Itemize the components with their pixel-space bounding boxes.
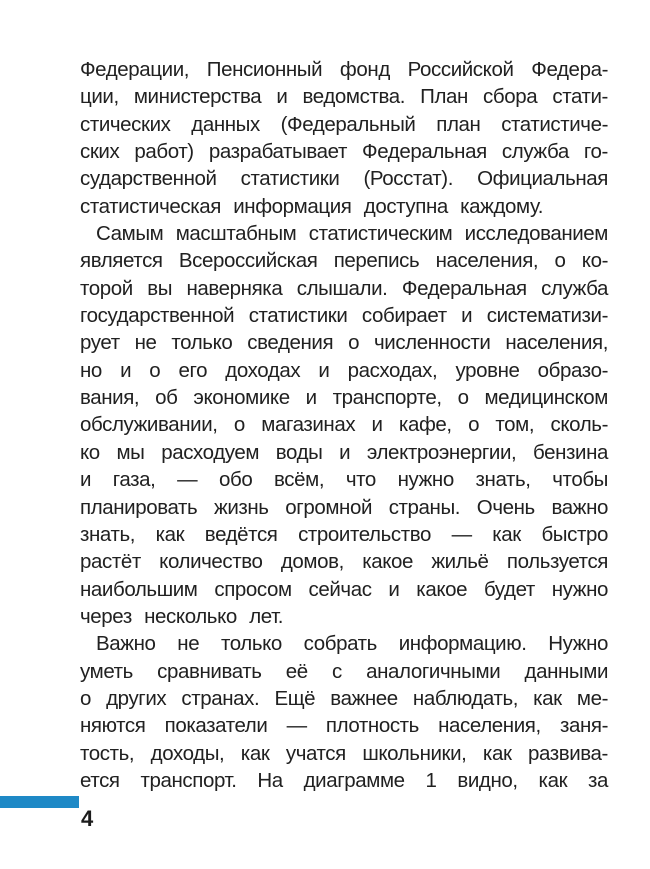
text-line: ции, министерства и ведомства. План сбора стати- xyxy=(80,85,608,109)
text-line: вания, об экономике и транспорте, о медицинском xyxy=(80,386,608,410)
text-line: растёт количество домов, какое жильё пользуется xyxy=(80,550,608,574)
text-line: стических данных (Федеральный план статистиче- xyxy=(80,112,608,136)
text-line: тость, доходы, как учатся школьники, как развива- xyxy=(80,741,608,765)
text-line: няются показатели — плотность населения, заня- xyxy=(80,714,608,738)
text-line: знать, как ведётся строительство — как быстро xyxy=(80,522,608,546)
paragraph xyxy=(80,56,608,220)
text-line: наибольшим спросом сейчас и какое будет нужно xyxy=(80,577,608,601)
text-line: но и о его доходах и расходах, уровне образо- xyxy=(80,358,608,382)
text-line: является Всероссийская перепись населения, о ко- xyxy=(80,249,608,273)
text-line: Федерации, Пенсионный фонд Российской Федера- xyxy=(80,58,608,81)
text-line: государственной статистики собирает и систематизи- xyxy=(80,304,608,328)
paragraph xyxy=(80,220,608,630)
text-line: Самым масштабным статистическим исследованием xyxy=(96,222,608,246)
text-line: сударственной статистики (Росстат). Официальная xyxy=(80,167,608,191)
paragraph xyxy=(80,630,608,794)
text-line: о других странах. Ещё важнее наблюдать, как ме- xyxy=(80,686,608,710)
text-line: Важно не только собрать информацию. Нужно xyxy=(96,632,608,656)
text-line: ских работ) разрабатывает Федеральная служба го- xyxy=(80,140,608,164)
text-line: обслуживании, о магазинах и кафе, о том, сколь- xyxy=(80,413,608,437)
text-line: ко мы расходуем воды и электроэнергии, бензина xyxy=(80,440,608,464)
text-line: уметь сравнивать её с аналогичными данными xyxy=(80,659,608,683)
page-number: 4 xyxy=(81,806,94,831)
text-line: торой вы наверняка слышали. Федеральная служба xyxy=(80,276,608,300)
text-line: планировать жизнь огромной страны. Очень важно xyxy=(80,495,608,519)
page-marker-bar xyxy=(0,796,79,808)
text-line: рует не только сведения о численности населения, xyxy=(80,331,608,355)
text-line: статистическая информация доступна каждому. xyxy=(80,194,544,218)
text-line: ется транспорт. На диаграмме 1 видно, как за xyxy=(80,768,608,792)
body-text xyxy=(80,56,608,794)
text-line: через несколько лет. xyxy=(80,604,284,628)
text-line: и газа, — обо всём, что нужно знать, чтобы xyxy=(80,468,608,492)
